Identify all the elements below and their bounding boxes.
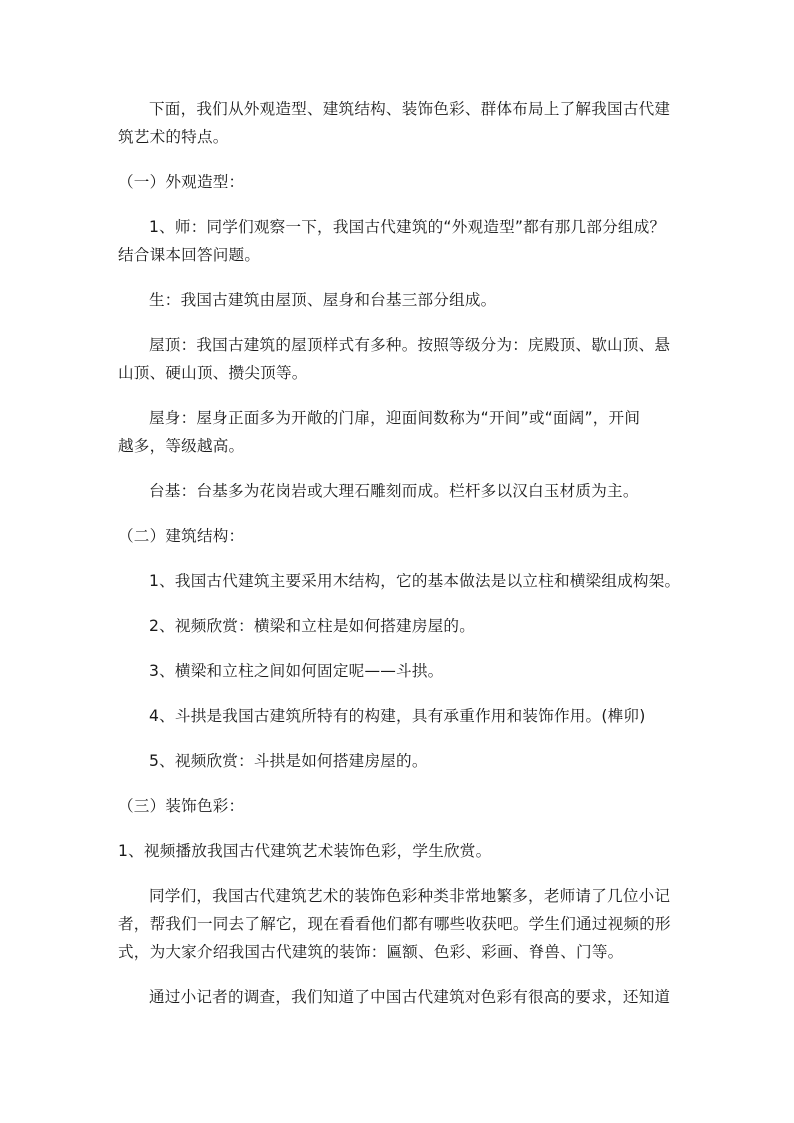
text-line: 筑艺术的特点。 (118, 128, 229, 146)
text-line: 4、斗拱是我国古建筑所特有的构建，具有承重作用和装饰作用。(榫卯) (149, 707, 646, 725)
paragraph-base (118, 477, 682, 505)
paragraph-color-conclusion (118, 983, 682, 1011)
text-line: 山顶、硬山顶、攒尖顶等。 (118, 364, 308, 382)
paragraph-body (118, 404, 682, 460)
section-heading-structure (118, 522, 682, 550)
text-line: 通过小记者的调查，我们知道了中国古代建筑对色彩有很高的要求，还知道 (149, 988, 671, 1006)
text-line: （三）装饰色彩： (118, 797, 245, 815)
paragraph-roof (118, 331, 682, 387)
paragraph-structure-1 (118, 567, 682, 595)
text-line: （一）外观造型： (118, 173, 245, 191)
text-line: 屋身：屋身正面多为开敞的门扉，迎面间数称为“开间”或“面阔”，开间 (149, 409, 641, 427)
section-heading-exterior (118, 168, 682, 196)
paragraph-structure-3 (118, 657, 682, 685)
paragraph-student-answer (118, 286, 682, 314)
text-line: 1、师：同学们观察一下，我国古代建筑的“外观造型”都有那几部分组成？ (149, 218, 666, 236)
text-line: 屋顶：我国古建筑的屋顶样式有多种。按照等级分为：庑殿顶、歇山顶、悬 (149, 336, 671, 354)
text-line: 5、视频欣赏：斗拱是如何搭建房屋的。 (149, 752, 428, 770)
document-body (118, 95, 682, 1028)
paragraph-structure-5 (118, 747, 682, 775)
text-line: 越多，等级越高。 (118, 437, 245, 455)
text-line: 结合课本回答问题。 (118, 246, 261, 264)
section-heading-color (118, 792, 682, 820)
paragraph-teacher-question (118, 213, 682, 269)
text-line: 3、横梁和立柱之间如何固定呢——斗拱。 (149, 662, 444, 680)
paragraph-color-1 (118, 837, 682, 865)
text-line: 者，帮我们一同去了解它，现在看看他们都有哪些收获吧。学生们通过视频的形 (118, 915, 671, 933)
text-line: 同学们，我国古代建筑艺术的装饰色彩种类非常地繁多，老师请了几位小记 (149, 887, 671, 905)
text-line: 下面，我们从外观造型、建筑结构、装饰色彩、群体布局上了解我国古代建 (149, 100, 671, 118)
paragraph-structure-2 (118, 612, 682, 640)
text-line: 式，为大家介绍我国古代建筑的装饰：匾额、色彩、彩画、脊兽、门等。 (118, 943, 624, 961)
text-line: 2、视频欣赏：横梁和立柱是如何搭建房屋的。 (149, 617, 475, 635)
paragraph-color-reporters (118, 882, 682, 966)
text-line: 1、视频播放我国古代建筑艺术装饰色彩，学生欣赏。 (118, 842, 492, 860)
text-line: 1、我国古代建筑主要采用木结构，它的基本做法是以立柱和横梁组成构架。 (149, 572, 681, 590)
text-line: 台基：台基多为花岗岩或大理石雕刻而成。栏杆多以汉白玉材质为主。 (149, 482, 639, 500)
text-line: （二）建筑结构： (118, 527, 245, 545)
paragraph-structure-4 (118, 702, 682, 730)
text-line: 生：我国古建筑由屋顶、屋身和台基三部分组成。 (149, 291, 497, 309)
paragraph-intro (118, 95, 682, 151)
